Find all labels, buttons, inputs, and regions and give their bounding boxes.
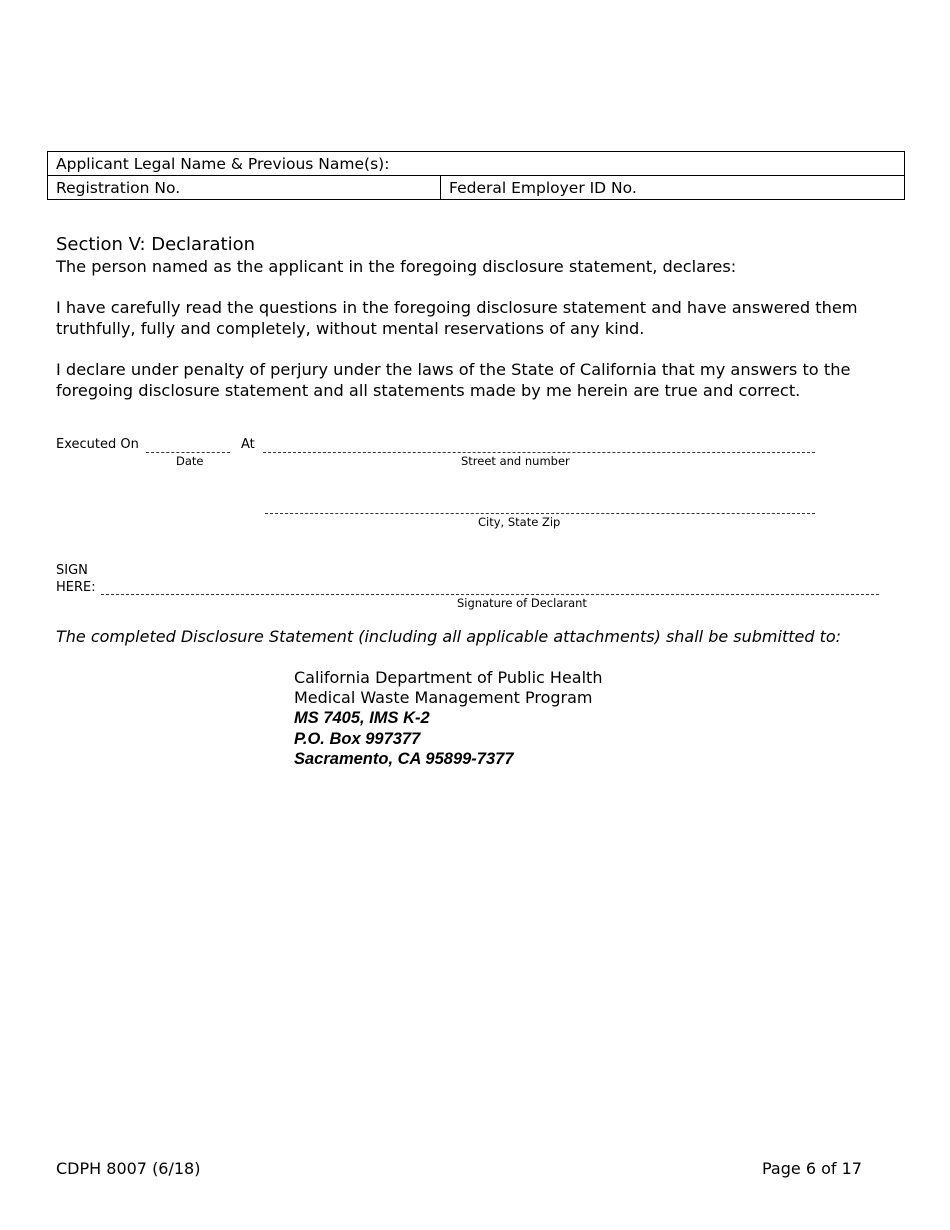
address-line-2: Medical Waste Management Program	[294, 688, 593, 708]
address-line-4: P.O. Box 997377	[294, 729, 421, 748]
street-line[interactable]	[263, 452, 815, 453]
sign-label-1: SIGN	[56, 563, 88, 578]
registration-number-field[interactable]	[48, 176, 441, 200]
federal-employer-id-label: Federal Employer ID No.	[449, 178, 637, 197]
declaration-intro: The person named as the applicant in the foregoing disclosure statement, declares:	[56, 257, 737, 276]
at-label: At	[241, 437, 255, 452]
registration-number-label: Registration No.	[56, 178, 181, 197]
address-line-3: MS 7405, IMS K-2	[294, 709, 430, 728]
street-caption: Street and number	[461, 454, 570, 468]
signature-line[interactable]	[101, 594, 879, 595]
city-state-zip-line[interactable]	[265, 513, 815, 514]
page-number: Page 6 of 17	[762, 1159, 862, 1178]
section-title: Section V: Declaration	[56, 234, 256, 255]
date-line[interactable]	[146, 452, 230, 453]
date-caption: Date	[176, 454, 204, 468]
mailing-address	[294, 668, 602, 769]
executed-on-label: Executed On	[56, 437, 139, 452]
applicant-name-field[interactable]	[48, 152, 905, 176]
declaration-paragraph-2: I declare under penalty of perjury under the laws of the State of California that my answers to the foregoing disclosure statement and all statements made by me herein are true and correct.	[56, 360, 851, 400]
address-line-5: Sacramento, CA 95899-7377	[294, 749, 514, 768]
sign-label-2: HERE:	[56, 580, 96, 595]
submission-instruction: The completed Disclosure Statement (including all applicable attachments) shall be submitted to:	[56, 627, 842, 646]
city-caption: City, State Zip	[478, 515, 561, 529]
form-id: CDPH 8007 (6/18)	[56, 1159, 201, 1178]
signature-caption: Signature of Declarant	[457, 596, 587, 610]
applicant-info-table	[47, 151, 905, 200]
address-line-1: California Department of Public Health	[294, 668, 603, 687]
applicant-name-label: Applicant Legal Name & Previous Name(s):	[56, 154, 390, 173]
declaration-paragraph-1: I have carefully read the questions in the foregoing disclosure statement and have answered them truthfully, fully and completely, without mental reservations of any kind.	[56, 298, 858, 338]
federal-employer-id-field[interactable]	[441, 176, 905, 200]
